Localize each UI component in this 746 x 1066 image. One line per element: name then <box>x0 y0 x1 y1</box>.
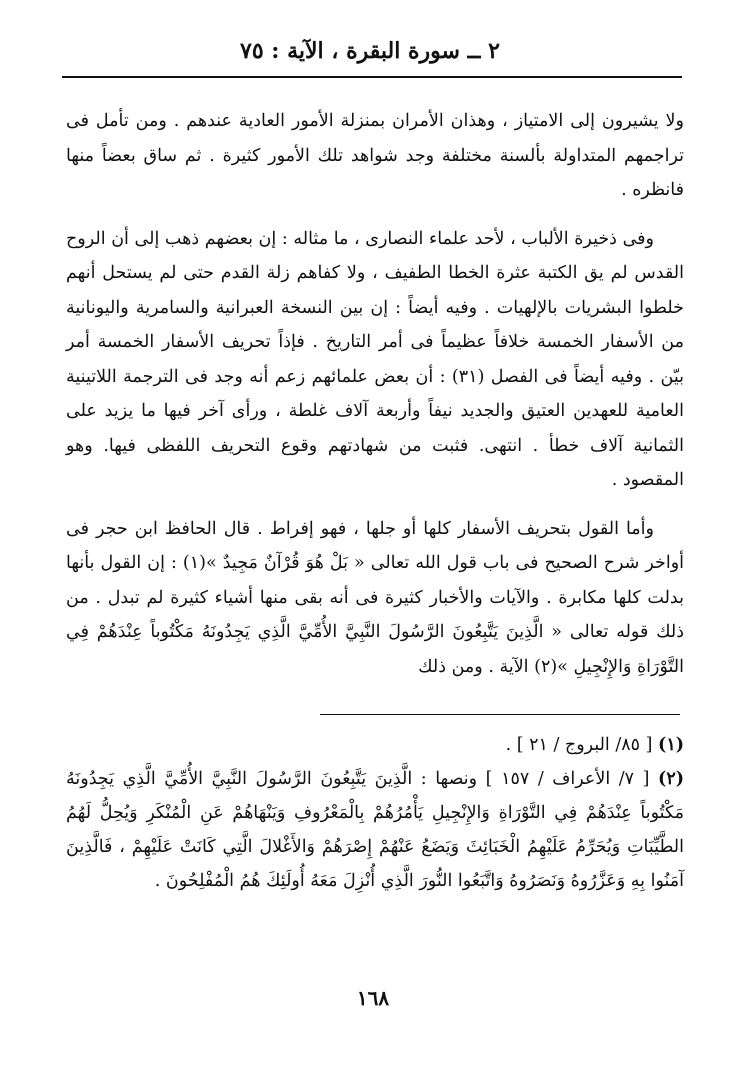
paragraph: ولا يشيرون إلى الامتياز ، وهذان الأمران بمنزلة الأمور العادية عندهم . ومن تأمل فى تراجمهم المتداولة بألسنة مختلفة وجد شواهد تلك الأمور كثيرة . ثم ساق بعضاً منها فانظره . <box>66 111 684 200</box>
footnote-number: (٢) <box>658 769 684 789</box>
running-header: ٢ ــ سورة البقرة ، الآية : ٧٥ <box>240 38 500 64</box>
page-number: ١٦٨ <box>356 986 390 1010</box>
main-text <box>66 104 684 698</box>
footnote-number: (١) <box>658 735 684 755</box>
header-divider <box>62 76 682 78</box>
footnote-text: [ ٨٥/ البروج / ٢١ ] . <box>505 735 653 755</box>
footnote <box>66 728 684 762</box>
paragraph: وفى ذخيرة الألباب ، لأحد علماء النصارى ، ما مثاله : إن بعضهم ذهب إلى أن الروح القدس لم يق الكتبة عثرة الخطا الطفيف ، ولا كفاهم زلة القدم حتى لم يستحل أنهم خلطوا البشريات بالإلهيات . وفيه أيضاً : إن بين النسخة العبرانية والسامرية واليونانية من الأسفار الخمسة خلافاً عظيماً فى أمر التاريخ . فإذاً تحريف الأسفار الخمسة أمر بيّن . وفيه أيضاً فى الفصل (٣١) : أن بعض علمائهم زعم أنه وجد فى الترجمة اللاتينية العامية للعهدين العتيق والجديد نيفاً وأربعة آلاف غلطة ، ورأى آخر فيها ما يزيد على الثمانية آلاف خطأ . انتهى. فثبت من شهادتهم وقوع التحريف اللفظى فيها. وهو المقصود . <box>66 228 684 490</box>
footnote-text: [ ٧/ الأعراف / ١٥٧ ] ونصها : الَّذِينَ يَتَّبِعُونَ الرَّسُولَ النَّبِيَّ الأُمِّيَّ الَّذِي يَجِدُونَهُ مَكْتُوباً عِنْدَهُمْ فِي التَّوْرَاةِ وَالإِنْجِيلِ يَأْمُرُهُمْ بِالْمَعْرُوفِ وَيَنْهَاهُمْ عَنِ الْمُنْكَرِ وَيُحِلُّ لَهُمُ الطَّيِّبَاتِ وَيُحَرِّمُ عَلَيْهِمُ الْخَبَائِثَ وَيَضَعُ عَنْهُمْ إِصْرَهُمْ وَالأَغْلالَ الَّتِي كَانَتْ عَلَيْهِمْ ، فَالَّذِينَ آمَنُوا بِهِ وَعَزَّرُوهُ وَنَصَرُوهُ وَاتَّبَعُوا النُّورَ الَّذِي أُنْزِلَ مَعَهُ أُولَئِكَ هُمُ الْمُفْلِحُونَ . <box>66 769 684 891</box>
footnotes <box>66 728 684 898</box>
paragraph: وأما القول بتحريف الأسفار كلها أو جلها ، فهو إفراط . قال الحافظ ابن حجر فى أواخر شرح الصحيح فى باب قول الله تعالى « بَلْ هُوَ قُرْآنٌ مَجِيدٌ »(١) : إن القول بأنها بدلت كلها مكابرة . والآيات والأخبار كثيرة فى أنه بقى منها أشياء كثيرة لم تبدل . من ذلك قوله تعالى « الَّذِينَ يَتَّبِعُونَ الرَّسُولَ النَّبِيَّ الأُمِّيَّ الَّذِي يَجِدُونَهُ مَكْتُوباً عِنْدَهُمْ فِي التَّوْرَاةِ وَالإِنْجِيلِ »(٢) الآية . ومن ذلك <box>66 518 685 677</box>
footnote <box>66 762 684 898</box>
footnote-divider <box>320 714 680 715</box>
